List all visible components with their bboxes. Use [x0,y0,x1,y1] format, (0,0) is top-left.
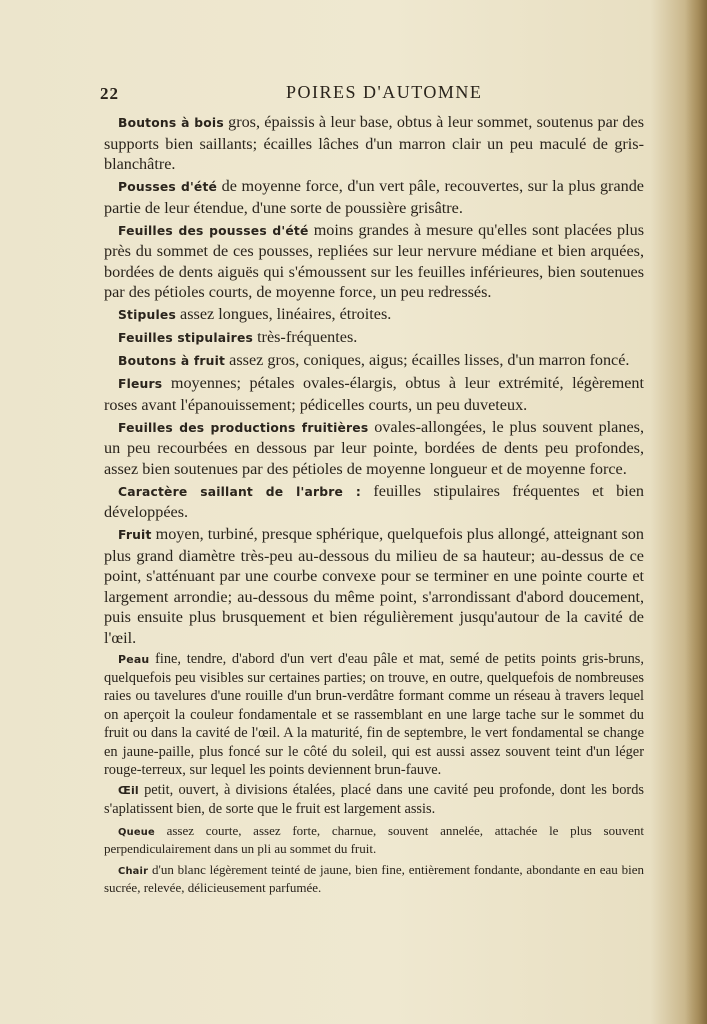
paragraph-pousses-d-ete [104,176,644,218]
paragraph-term: Fleurs [118,377,163,391]
paragraph-queue [104,823,644,858]
paragraph-text: moyennes; pétales ovales-élargis, obtus à leur extrémité, légèrement roses avant l'épanouissement; pédicelles courts, un peu duveteux. [104,374,644,414]
paragraph-feuilles-stipulaires [104,327,644,349]
paragraph-fruit [104,524,644,648]
paragraph-text: très-fréquentes. [253,328,358,346]
paragraph-text: petit, ouvert, à divisions étalées, placé dans une cavité peu profonde, dont les bords s'aplatissent bien, de sorte que le fruit est largement assis. [104,781,644,818]
paragraph-text: moins grandes à mesure qu'elles sont placées plus près du sommet de ces pousses, repliées sur leur nervure médiane et bien arquées, bordées de dents aiguës qui s'émoussent sur les feuilles inférieures, bien soutenues par des pétioles courts, de moyenne force, un peu redressés. [104,220,645,301]
page-body [104,112,644,899]
paragraph-term: Queue [118,826,155,838]
paragraph-text: de moyenne force, d'un vert pâle, recouvertes, sur la plus grande partie de leur étendue, d'une sorte de poussière grisâtre. [104,177,644,217]
paragraph-term: Chair [118,865,149,877]
paragraph-feuilles-des-pousses [104,220,644,303]
running-title: POIRES D'AUTOMNE [286,82,483,102]
paragraph-term: Boutons à fruit [118,354,226,368]
page-header [100,80,660,106]
paragraph-feuilles-des-productions [104,417,644,480]
paragraph-boutons-a-fruit [104,350,644,372]
paragraph-text: assez gros, coniques, aigus; écailles lisses, d'un marron foncé. [225,351,630,369]
paragraph-caractere-saillant [104,481,644,523]
paragraph-term: Œil [118,783,139,797]
paragraph-text: ovales-allongées, le plus souvent planes, un peu recourbées en dessous par leur pointe, bordées de dents peu profondes, assez bien soutenues par des pétioles de moyenne longueur et de moyenne force. [104,417,644,478]
paragraph-term: Fruit [118,528,152,542]
paragraph-term: Feuilles des productions fruitières [118,420,369,435]
paragraph-boutons-a-bois [104,112,644,175]
paragraph-term: Caractère saillant de l'arbre : [118,484,362,499]
paragraph-term: Feuilles stipulaires [118,331,254,345]
paragraph-text: feuilles stipulaires fréquentes et bien développées. [104,481,644,521]
paragraph-text: moyen, turbiné, presque sphérique, quelquefois plus allongé, atteignant son plus grand diamètre très-peu au-dessous du milieu de sa hauteur; au-dessus de ce point, s'atténuant par une courbe convexe pour se terminer en une pointe courte et largement arrondie; au-dessous du même point, s'arrondissant d'abord doucement, puis ensuite plus brusquement et bien régulièrement jusqu'autour de la cavité de l'œil. [104,525,644,647]
paragraph-term: Stipules [118,308,176,322]
paragraph-text: d'un blanc légèrement teinté de jaune, bien fine, entièrement fondante, abondante en eau bien sucrée, relevée, délicieusement parfumée. [104,861,644,896]
page-edge-shadow [685,0,707,1024]
paragraph-text: assez courte, assez forte, charnue, souvent annelée, attachée le plus souvent perpendiculairement dans un pli au sommet du fruit. [104,822,644,857]
paragraph-term: Pousses d'été [118,180,218,194]
paragraph-text: gros, épaissis à leur base, obtus à leur sommet, soutenus par des supports bien saillants; écailles lâches d'un marron clair un peu maculé de gris-blanchâtre. [104,113,644,173]
paragraph-text: fine, tendre, d'abord d'un vert d'eau pâle et mat, semé de petits points gris-bruns, quelquefois peu visibles sur certaines parties; on trouve, en outre, quelquefois de nombreuses raies ou tavelures d'une rouille d'un brun-verdâtre formant comme un réseau à travers lequel on aperçoit la couleur fondamentale et se rassemblant en une large tache sur le sommet du fruit ou dans la cavité de l'œil. A la maturité, fin de septembre, le vert fondamental se change en jaune-paille, plus foncé sur le côté du soleil, qui est aussi assez souvent teint d'un léger rouge-terreux, sur lequel les points deviennent brun-fauve. [104,650,644,778]
paragraph-oeil [104,781,644,819]
paragraph-term: Feuilles des pousses d'été [118,223,309,238]
paragraph-peau [104,650,644,780]
paragraph-stipules [104,304,644,326]
paragraph-term: Peau [118,652,150,666]
paragraph-term: Boutons à bois [118,116,224,130]
paragraph-chair [104,862,644,897]
paragraph-fleurs [104,373,644,415]
paragraph-text: assez longues, linéaires, étroites. [175,305,392,323]
page-number: 22 [100,84,119,103]
